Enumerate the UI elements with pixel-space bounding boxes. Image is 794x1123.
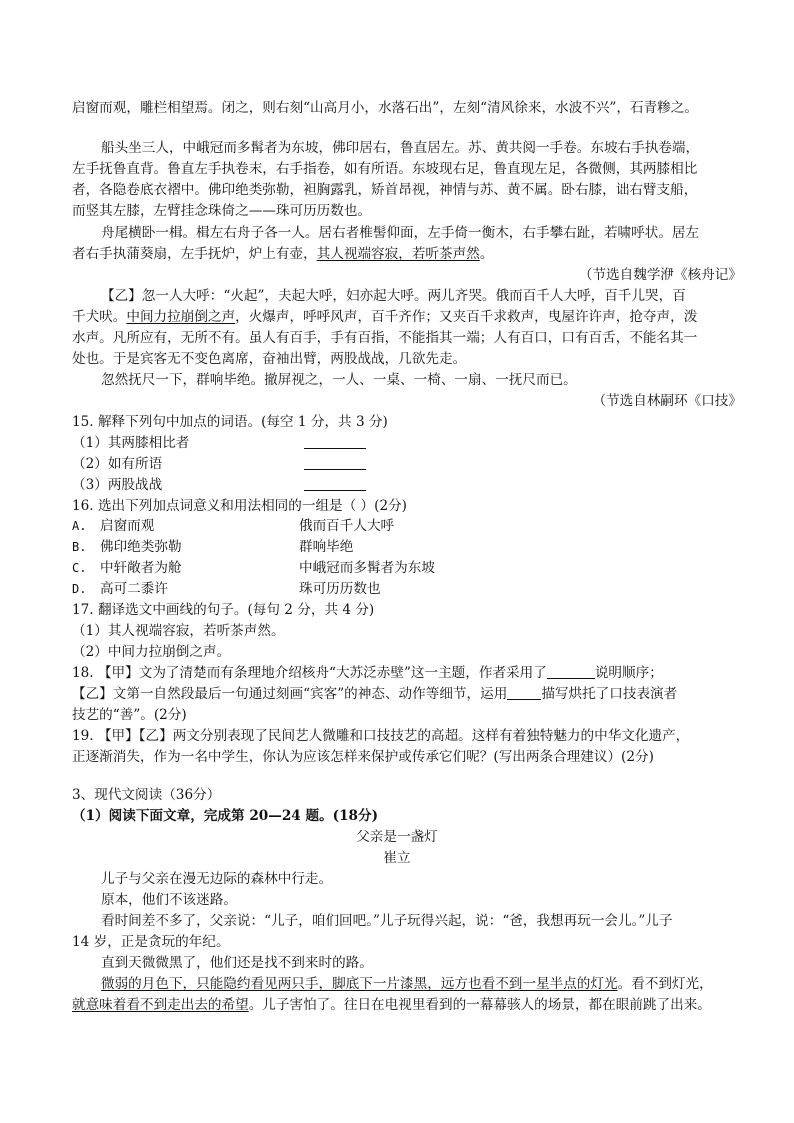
text-segment: 。看不到灯光， [617, 976, 713, 992]
option-label: A. [72, 519, 87, 533]
question-18-line2 [72, 684, 722, 705]
answer-blank[interactable] [304, 476, 366, 491]
question-19-line1: 19. 【甲】【乙】两文分别表现了民间艺人微雕和口技技艺的高超。这样有着独特魅力的中华文化遗产， [72, 728, 690, 744]
text-segment: 千犬吠。 [72, 309, 127, 325]
underlined-sentence: 就意味着看不到走出去的希望 [72, 997, 249, 1013]
option-phrase-b: 群响毕绝 [299, 539, 354, 555]
paragraph-cabin-window: 启窗而观，雕栏相望焉。闭之，则右刻“山高月小，水落石出”，左刻“清风徐来，水波不兴”，石青糁之。 [72, 100, 698, 116]
answer-blank[interactable] [507, 685, 541, 700]
question-15-item-2 [72, 454, 722, 475]
paragraph-yi-line2 [72, 307, 722, 328]
text-segment: 。儿子害怕了。往日在电视里看到的一幕幕骇人的场景，都在眼前跳了出来。 [248, 997, 711, 1013]
article-paragraph-5-line1 [101, 974, 722, 995]
question-15-item-1 [72, 433, 722, 454]
question-17-title: 17. 翻译选文中画线的句子。(每句 2 分，共 4 分) [72, 602, 375, 618]
article-paragraph-4: 直到天微微黑了，他们还是找不到来时的路。 [101, 955, 373, 971]
paragraph-yi-line5: 忽然抚尺一下，群响毕绝。撤屏视之，一人、一桌、一椅、一扇、一抚尺而已。 [101, 372, 577, 388]
item-text: （3）两股战战 [72, 477, 163, 493]
option-label: C. [72, 561, 87, 575]
option-label: B. [72, 540, 87, 554]
text-segment: 【乙】文第一自然段最后一句通过刻画“宾客”的神态、动作等细节，运用 [72, 686, 508, 702]
question-17-item-1: （1）其人视端容寂，若听茶声然。 [72, 623, 285, 639]
question-16-option-c[interactable] [72, 558, 722, 579]
question-17-item-2: （2）中间力拉崩倒之声。 [72, 644, 231, 660]
underlined-sentence: 微弱的月色下，只能隐约看见两只手，脚底下一片漆黑，远方也看不到一星半点的灯光 [101, 976, 618, 992]
option-label: D. [72, 582, 87, 596]
paragraph-boat-bow-line2: 左手抚鲁直背。鲁直左手执卷末，右手指卷，如有所语。东坡现右足，鲁直现左足，各微侧，其两膝相比 [72, 161, 698, 177]
question-16-option-d[interactable] [72, 579, 722, 600]
option-phrase-a: 中轩敞者为舱 [100, 560, 182, 576]
answer-blank[interactable] [547, 664, 595, 679]
item-text: （2）如有所语 [72, 456, 163, 472]
question-18-line3: 技艺的“善”。(2分) [72, 707, 187, 723]
source-citation-hezhouji: （节选自魏学洢《核舟记》 [578, 267, 742, 283]
answer-blank[interactable] [304, 434, 366, 449]
paragraph-boat-stern-line1: 舟尾横卧一楫。楫左右舟子各一人。居右者椎髻仰面，左手倚一衡木，右手攀右趾，若啸呼状。居左 [101, 225, 700, 241]
paragraph-boat-bow-line4: 而竖其左膝，左臂挂念珠倚之——珠可历历数也。 [72, 203, 372, 219]
option-phrase-a: 启窗而观 [100, 518, 155, 534]
item-text: （1）其两膝相比者 [72, 435, 190, 451]
paragraph-boat-bow-line3: 者，各隐卷底衣褶中。佛印绝类弥勒，袒胸露乳，矫首昂视，神情与苏、黄不属。卧右膝，诎右臂支船， [72, 182, 698, 198]
text-segment: 说明顺序； [594, 665, 663, 681]
text-segment: 者右手执蒲葵扇，左手抚炉，炉上有壶， [72, 246, 317, 262]
paragraph-boat-stern-line2 [72, 244, 722, 265]
paragraph-yi-line1: 【乙】忽一人大呼：“火起”，夫起大呼，妇亦起大呼。两儿齐哭。俄而百千人大呼，百千儿哭，百 [101, 288, 686, 304]
option-phrase-b: 俄而百千人大呼 [299, 518, 395, 534]
underlined-sentence: 其人视端容寂，若听茶声然 [316, 246, 480, 262]
article-title: 父亲是一盏灯 [356, 829, 438, 845]
text-segment: 描写烘托了口技表演者 [541, 686, 678, 702]
option-phrase-a: 高可二黍许 [100, 581, 168, 597]
article-paragraph-5-line2 [72, 995, 722, 1016]
answer-blank[interactable] [304, 455, 366, 470]
question-16-option-a[interactable] [72, 516, 722, 537]
question-16-option-b[interactable] [72, 537, 722, 558]
question-15-title: 15. 解释下列句中加点的词语。(每空 1 分，共 3 分) [72, 414, 388, 430]
section-3-1-heading: （1）阅读下面文章，完成第 20—24 题。(18分) [72, 808, 379, 824]
question-15-item-3 [72, 475, 722, 496]
underlined-sentence: 中间力拉崩倒之声 [126, 309, 236, 325]
article-author: 崔立 [383, 850, 411, 866]
text-segment: 。 [479, 246, 494, 262]
source-citation-kouji: （节选自林嗣环《口技》 [592, 393, 742, 409]
article-paragraph-2: 原本，他们不该迷路。 [101, 892, 237, 908]
article-paragraph-1: 儿子与父亲在漫无边际的森林中行走。 [101, 871, 333, 887]
option-phrase-a: 佛印绝类弥勒 [100, 539, 182, 555]
paragraph-yi-line3: 水声。凡所应有，无所不有。虽人有百手，手有百指，不能指其一端；人有百口，口有百舌，不能名其一 [72, 330, 698, 346]
text-segment: ，火爆声，呼呼风声，百千齐作；又夹百千求救声，曳屋许许声，抢夺声，泼 [235, 309, 698, 325]
paragraph-yi-line4: 处也。于是宾客无不变色离席，奋袖出臂，两股战战，几欲先走。 [72, 351, 467, 367]
question-18-line1 [72, 663, 722, 684]
question-19-line2: 正逐渐消失，作为一名中学生，你认为应该怎样来保护或传承它们呢？(写出两条合理建议）(2分) [72, 749, 654, 765]
article-paragraph-3-line1: 看时间差不多了，父亲说：“儿子，咱们回吧。”儿子玩得兴起，说：“爸，我想再玩一会儿。”儿子 [101, 913, 673, 929]
article-paragraph-3-line2: 14 岁，正是贪玩的年纪。 [72, 934, 230, 950]
section-3-heading: 3、现代文阅读（36分） [72, 787, 221, 803]
text-segment: 18. 【甲】文为了清楚而有条理地介绍核舟“大苏泛赤壁”这一主题，作者采用了 [72, 665, 547, 681]
option-phrase-b: 中峨冠而多髯者为东坡 [299, 560, 435, 576]
question-16-title: 16. 选出下列加点词意义和用法相同的一组是（ ）(2分) [72, 498, 407, 514]
paragraph-boat-bow-line1: 船头坐三人，中峨冠而多髯者为东坡，佛印居右，鲁直居左。苏、黄共阅一手卷。东坡右手执卷端， [101, 140, 700, 156]
option-phrase-b: 珠可历历数也 [299, 581, 381, 597]
